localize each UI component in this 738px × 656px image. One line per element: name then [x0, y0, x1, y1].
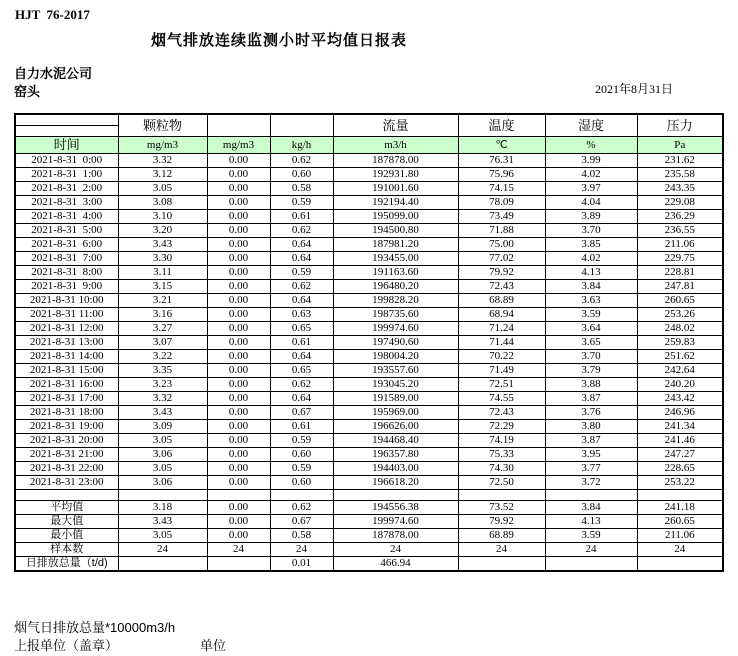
value-cell: 0.62: [270, 377, 333, 391]
summary-value-cell: 24: [270, 542, 333, 556]
value-cell: 3.99: [545, 153, 637, 167]
value-cell: 3.63: [545, 293, 637, 307]
value-cell: 72.43: [458, 405, 545, 419]
value-cell: 0.62: [270, 153, 333, 167]
daily-total-row: [15, 556, 723, 571]
group-header-temperature: 温度: [458, 114, 545, 136]
empty-cell: [270, 489, 333, 500]
summary-value-cell: 3.84: [545, 500, 637, 514]
value-cell: 3.43: [118, 237, 207, 251]
value-cell: 0.00: [207, 237, 270, 251]
unit-cell-percent: %: [545, 136, 637, 153]
value-cell: 0.61: [270, 419, 333, 433]
value-cell: 3.70: [545, 349, 637, 363]
value-cell: 240.20: [637, 377, 723, 391]
value-cell: 251.62: [637, 349, 723, 363]
value-cell: 196626.00: [333, 419, 458, 433]
time-cell: 2021-8-31 17:00: [15, 391, 118, 405]
value-cell: 75.96: [458, 167, 545, 181]
value-cell: 191001.60: [333, 181, 458, 195]
summary-row: [15, 500, 723, 514]
value-cell: 3.79: [545, 363, 637, 377]
unit-cell-pa: Pa: [637, 136, 723, 153]
time-cell: 2021-8-31 1:00: [15, 167, 118, 181]
value-cell: 236.55: [637, 223, 723, 237]
time-cell: 2021-8-31 18:00: [15, 405, 118, 419]
value-cell: 0.60: [270, 475, 333, 489]
daily-total-value-cell: [207, 556, 270, 571]
summary-value-cell: 24: [458, 542, 545, 556]
data-row: [15, 237, 723, 251]
value-cell: 77.02: [458, 251, 545, 265]
summary-label-cell: 样本数: [15, 542, 118, 556]
value-cell: 0.00: [207, 307, 270, 321]
spacer-row: [15, 489, 723, 500]
value-cell: 3.43: [118, 405, 207, 419]
value-cell: 74.19: [458, 433, 545, 447]
value-cell: 194468.40: [333, 433, 458, 447]
value-cell: 196480.20: [333, 279, 458, 293]
time-cell: 2021-8-31 0:00: [15, 153, 118, 167]
value-cell: 3.65: [545, 335, 637, 349]
value-cell: 231.62: [637, 153, 723, 167]
data-row: [15, 265, 723, 279]
value-cell: 196357.80: [333, 447, 458, 461]
value-cell: 3.09: [118, 419, 207, 433]
value-cell: 3.35: [118, 363, 207, 377]
value-cell: 0.00: [207, 335, 270, 349]
value-cell: 4.04: [545, 195, 637, 209]
value-cell: 0.59: [270, 461, 333, 475]
data-row: [15, 293, 723, 307]
summary-row: [15, 514, 723, 528]
value-cell: 3.21: [118, 293, 207, 307]
value-cell: 0.60: [270, 447, 333, 461]
value-cell: 229.75: [637, 251, 723, 265]
value-cell: 241.34: [637, 419, 723, 433]
group-header-blank-2: [270, 114, 333, 136]
unit-cell-celsius: ℃: [458, 136, 545, 153]
time-cell: 2021-8-31 4:00: [15, 209, 118, 223]
value-cell: 0.00: [207, 321, 270, 335]
summary-value-cell: 0.62: [270, 500, 333, 514]
value-cell: 0.64: [270, 251, 333, 265]
value-cell: 0.00: [207, 419, 270, 433]
value-cell: 0.00: [207, 461, 270, 475]
value-cell: 195969.00: [333, 405, 458, 419]
value-cell: 197490.60: [333, 335, 458, 349]
value-cell: 193045.20: [333, 377, 458, 391]
value-cell: 76.31: [458, 153, 545, 167]
time-cell: 2021-8-31 22:00: [15, 461, 118, 475]
daily-total-value-cell: 0.01: [270, 556, 333, 571]
unit-cell-pm-mg: mg/m3: [118, 136, 207, 153]
data-row: [15, 419, 723, 433]
value-cell: 196618.20: [333, 475, 458, 489]
value-cell: 3.59: [545, 307, 637, 321]
data-row: [15, 391, 723, 405]
value-cell: 74.15: [458, 181, 545, 195]
data-row: [15, 377, 723, 391]
time-cell: 2021-8-31 15:00: [15, 363, 118, 377]
group-header-row: [15, 114, 723, 125]
value-cell: 3.08: [118, 195, 207, 209]
corner-cell-top: [15, 114, 118, 125]
data-row: [15, 279, 723, 293]
value-cell: 191589.00: [333, 391, 458, 405]
value-cell: 193455.00: [333, 251, 458, 265]
daily-total-value-cell: 466.94: [333, 556, 458, 571]
value-cell: 0.62: [270, 223, 333, 237]
data-row: [15, 181, 723, 195]
value-cell: 3.85: [545, 237, 637, 251]
summary-value-cell: 24: [333, 542, 458, 556]
daily-total-label-cell: 日排放总量（t/d): [15, 556, 118, 571]
value-cell: 246.96: [637, 405, 723, 419]
value-cell: 194500.80: [333, 223, 458, 237]
value-cell: 4.02: [545, 251, 637, 265]
group-header-pressure: 压力: [637, 114, 723, 136]
value-cell: 0.65: [270, 363, 333, 377]
report-unit-label: 上报单位（盖章）: [14, 638, 119, 653]
data-row: [15, 167, 723, 181]
value-cell: 3.05: [118, 433, 207, 447]
value-cell: 74.55: [458, 391, 545, 405]
value-cell: 0.62: [270, 279, 333, 293]
summary-value-cell: 241.18: [637, 500, 723, 514]
summary-value-cell: 4.13: [545, 514, 637, 528]
value-cell: 253.26: [637, 307, 723, 321]
value-cell: 0.65: [270, 321, 333, 335]
unit-cell-mg: mg/m3: [207, 136, 270, 153]
value-cell: 3.97: [545, 181, 637, 195]
value-cell: 0.00: [207, 475, 270, 489]
value-cell: 0.00: [207, 391, 270, 405]
value-cell: 199974.60: [333, 321, 458, 335]
value-cell: 0.00: [207, 265, 270, 279]
summary-row: [15, 542, 723, 556]
time-cell: 2021-8-31 13:00: [15, 335, 118, 349]
value-cell: 0.00: [207, 251, 270, 265]
value-cell: 4.02: [545, 167, 637, 181]
summary-label-cell: 最小值: [15, 528, 118, 542]
value-cell: 187981.20: [333, 237, 458, 251]
value-cell: 198735.60: [333, 307, 458, 321]
unit-label: 单位: [200, 638, 227, 653]
summary-value-cell: 3.05: [118, 528, 207, 542]
empty-cell: [207, 489, 270, 500]
value-cell: 0.00: [207, 405, 270, 419]
value-cell: 68.89: [458, 293, 545, 307]
report-date: 2021年8月31日: [595, 82, 674, 96]
value-cell: 259.83: [637, 335, 723, 349]
value-cell: 0.58: [270, 181, 333, 195]
summary-value-cell: 0.58: [270, 528, 333, 542]
value-cell: 0.00: [207, 279, 270, 293]
value-cell: 3.72: [545, 475, 637, 489]
daily-total-value-cell: [637, 556, 723, 571]
data-row: [15, 307, 723, 321]
time-cell: 2021-8-31 11:00: [15, 307, 118, 321]
summary-value-cell: 194556.38: [333, 500, 458, 514]
value-cell: 247.81: [637, 279, 723, 293]
value-cell: 3.05: [118, 181, 207, 195]
data-row: [15, 461, 723, 475]
value-cell: 3.80: [545, 419, 637, 433]
data-row: [15, 433, 723, 447]
value-cell: 3.06: [118, 475, 207, 489]
summary-value-cell: 199974.60: [333, 514, 458, 528]
summary-value-cell: 24: [118, 542, 207, 556]
value-cell: 3.07: [118, 335, 207, 349]
value-cell: 0.61: [270, 209, 333, 223]
time-cell: 2021-8-31 20:00: [15, 433, 118, 447]
value-cell: 75.00: [458, 237, 545, 251]
value-cell: 243.42: [637, 391, 723, 405]
value-cell: 3.27: [118, 321, 207, 335]
summary-value-cell: 187878.00: [333, 528, 458, 542]
value-cell: 3.16: [118, 307, 207, 321]
data-row: [15, 209, 723, 223]
value-cell: 0.59: [270, 433, 333, 447]
summary-label-cell: 平均值: [15, 500, 118, 514]
time-cell: 2021-8-31 5:00: [15, 223, 118, 237]
data-row: [15, 321, 723, 335]
units-row: [15, 136, 723, 153]
value-cell: 3.23: [118, 377, 207, 391]
summary-value-cell: 0.67: [270, 514, 333, 528]
value-cell: 0.59: [270, 195, 333, 209]
value-cell: 3.95: [545, 447, 637, 461]
value-cell: 0.67: [270, 405, 333, 419]
value-cell: 247.27: [637, 447, 723, 461]
empty-cell: [118, 489, 207, 500]
value-cell: 3.64: [545, 321, 637, 335]
value-cell: 0.59: [270, 265, 333, 279]
empty-cell: [545, 489, 637, 500]
value-cell: 3.15: [118, 279, 207, 293]
value-cell: 235.58: [637, 167, 723, 181]
value-cell: 3.87: [545, 391, 637, 405]
data-row: [15, 153, 723, 167]
value-cell: 248.02: [637, 321, 723, 335]
value-cell: 0.00: [207, 377, 270, 391]
time-cell: 2021-8-31 23:00: [15, 475, 118, 489]
data-row: [15, 349, 723, 363]
value-cell: 0.63: [270, 307, 333, 321]
value-cell: 195099.00: [333, 209, 458, 223]
time-cell: 2021-8-31 19:00: [15, 419, 118, 433]
summary-value-cell: 24: [545, 542, 637, 556]
value-cell: 3.70: [545, 223, 637, 237]
unit-cell-kgh: kg/h: [270, 136, 333, 153]
value-cell: 3.12: [118, 167, 207, 181]
summary-value-cell: 3.43: [118, 514, 207, 528]
value-cell: 3.20: [118, 223, 207, 237]
value-cell: 3.06: [118, 447, 207, 461]
data-row: [15, 195, 723, 209]
data-row: [15, 475, 723, 489]
time-cell: 2021-8-31 14:00: [15, 349, 118, 363]
value-cell: 211.06: [637, 237, 723, 251]
value-cell: 3.32: [118, 391, 207, 405]
value-cell: 191163.60: [333, 265, 458, 279]
summary-value-cell: 0.00: [207, 528, 270, 542]
value-cell: 3.88: [545, 377, 637, 391]
time-cell: 2021-8-31 9:00: [15, 279, 118, 293]
time-cell: 2021-8-31 8:00: [15, 265, 118, 279]
daily-total-value-cell: [118, 556, 207, 571]
data-row: [15, 335, 723, 349]
value-cell: 192931.80: [333, 167, 458, 181]
time-cell: 2021-8-31 12:00: [15, 321, 118, 335]
value-cell: 3.11: [118, 265, 207, 279]
group-header-flow: 流量: [333, 114, 458, 136]
summary-value-cell: 79.92: [458, 514, 545, 528]
value-cell: 71.49: [458, 363, 545, 377]
value-cell: 198004.20: [333, 349, 458, 363]
time-cell: 2021-8-31 16:00: [15, 377, 118, 391]
time-cell: 2021-8-31 6:00: [15, 237, 118, 251]
value-cell: 228.81: [637, 265, 723, 279]
value-cell: 228.65: [637, 461, 723, 475]
value-cell: 0.00: [207, 167, 270, 181]
value-cell: 236.29: [637, 209, 723, 223]
unit-cell-m3h: m3/h: [333, 136, 458, 153]
value-cell: 0.00: [207, 349, 270, 363]
value-cell: 3.30: [118, 251, 207, 265]
data-row: [15, 363, 723, 377]
time-cell: 2021-8-31 3:00: [15, 195, 118, 209]
page-title: 烟气排放连续监测小时平均值日报表: [151, 32, 408, 49]
value-cell: 71.24: [458, 321, 545, 335]
value-cell: 72.29: [458, 419, 545, 433]
value-cell: 72.50: [458, 475, 545, 489]
value-cell: 3.77: [545, 461, 637, 475]
summary-value-cell: 260.65: [637, 514, 723, 528]
empty-cell: [333, 489, 458, 500]
station-name: 窑头: [14, 84, 41, 99]
value-cell: 78.09: [458, 195, 545, 209]
value-cell: 3.87: [545, 433, 637, 447]
group-header-humidity: 湿度: [545, 114, 637, 136]
table-body: [15, 153, 723, 571]
value-cell: 243.35: [637, 181, 723, 195]
value-cell: 3.10: [118, 209, 207, 223]
value-cell: 0.00: [207, 293, 270, 307]
value-cell: 0.00: [207, 447, 270, 461]
value-cell: 0.64: [270, 293, 333, 307]
company-name: 自力水泥公司: [14, 66, 93, 81]
value-cell: 0.00: [207, 153, 270, 167]
summary-value-cell: 3.59: [545, 528, 637, 542]
summary-value-cell: 24: [637, 542, 723, 556]
value-cell: 71.88: [458, 223, 545, 237]
time-header-cell: 时间: [15, 136, 118, 153]
empty-cell: [458, 489, 545, 500]
value-cell: 75.33: [458, 447, 545, 461]
value-cell: 3.22: [118, 349, 207, 363]
data-row: [15, 405, 723, 419]
daily-total-value-cell: [458, 556, 545, 571]
value-cell: 241.46: [637, 433, 723, 447]
data-row: [15, 223, 723, 237]
summary-row: [15, 528, 723, 542]
summary-value-cell: 73.52: [458, 500, 545, 514]
time-cell: 2021-8-31 10:00: [15, 293, 118, 307]
time-cell: 2021-8-31 2:00: [15, 181, 118, 195]
summary-value-cell: 3.18: [118, 500, 207, 514]
summary-value-cell: 0.00: [207, 500, 270, 514]
value-cell: 193557.60: [333, 363, 458, 377]
corner-cell-bottom: [15, 125, 118, 136]
value-cell: 3.76: [545, 405, 637, 419]
value-cell: 0.00: [207, 181, 270, 195]
value-cell: 73.49: [458, 209, 545, 223]
value-cell: 192194.40: [333, 195, 458, 209]
value-cell: 0.64: [270, 391, 333, 405]
value-cell: 71.44: [458, 335, 545, 349]
value-cell: 0.64: [270, 237, 333, 251]
value-cell: 3.89: [545, 209, 637, 223]
value-cell: 242.64: [637, 363, 723, 377]
empty-cell: [637, 489, 723, 500]
value-cell: 194403.00: [333, 461, 458, 475]
value-cell: 0.61: [270, 335, 333, 349]
value-cell: 0.64: [270, 349, 333, 363]
value-cell: 187878.00: [333, 153, 458, 167]
data-row: [15, 447, 723, 461]
daily-total-value-cell: [545, 556, 637, 571]
flue-gas-total-note: 烟气日排放总量*10000m3/h: [14, 620, 176, 635]
value-cell: 4.13: [545, 265, 637, 279]
value-cell: 3.32: [118, 153, 207, 167]
value-cell: 72.43: [458, 279, 545, 293]
value-cell: 260.65: [637, 293, 723, 307]
empty-cell: [15, 489, 118, 500]
value-cell: 79.92: [458, 265, 545, 279]
time-cell: 2021-8-31 21:00: [15, 447, 118, 461]
data-row: [15, 251, 723, 265]
value-cell: 3.84: [545, 279, 637, 293]
value-cell: 0.00: [207, 209, 270, 223]
value-cell: 74.30: [458, 461, 545, 475]
summary-value-cell: 68.89: [458, 528, 545, 542]
value-cell: 0.00: [207, 223, 270, 237]
summary-value-cell: 24: [207, 542, 270, 556]
group-header-blank-1: [207, 114, 270, 136]
value-cell: 3.05: [118, 461, 207, 475]
value-cell: 253.22: [637, 475, 723, 489]
value-cell: 0.00: [207, 433, 270, 447]
summary-value-cell: 0.00: [207, 514, 270, 528]
value-cell: 68.94: [458, 307, 545, 321]
value-cell: 70.22: [458, 349, 545, 363]
report-table: [14, 113, 724, 572]
group-header-particulate: 颗粒物: [118, 114, 207, 136]
summary-value-cell: 211.06: [637, 528, 723, 542]
value-cell: 0.00: [207, 195, 270, 209]
value-cell: 0.00: [207, 363, 270, 377]
time-cell: 2021-8-31 7:00: [15, 251, 118, 265]
summary-label-cell: 最大值: [15, 514, 118, 528]
value-cell: 72.51: [458, 377, 545, 391]
value-cell: 0.60: [270, 167, 333, 181]
value-cell: 229.08: [637, 195, 723, 209]
standard-code: HJT 76-2017: [15, 7, 90, 22]
value-cell: 199828.20: [333, 293, 458, 307]
